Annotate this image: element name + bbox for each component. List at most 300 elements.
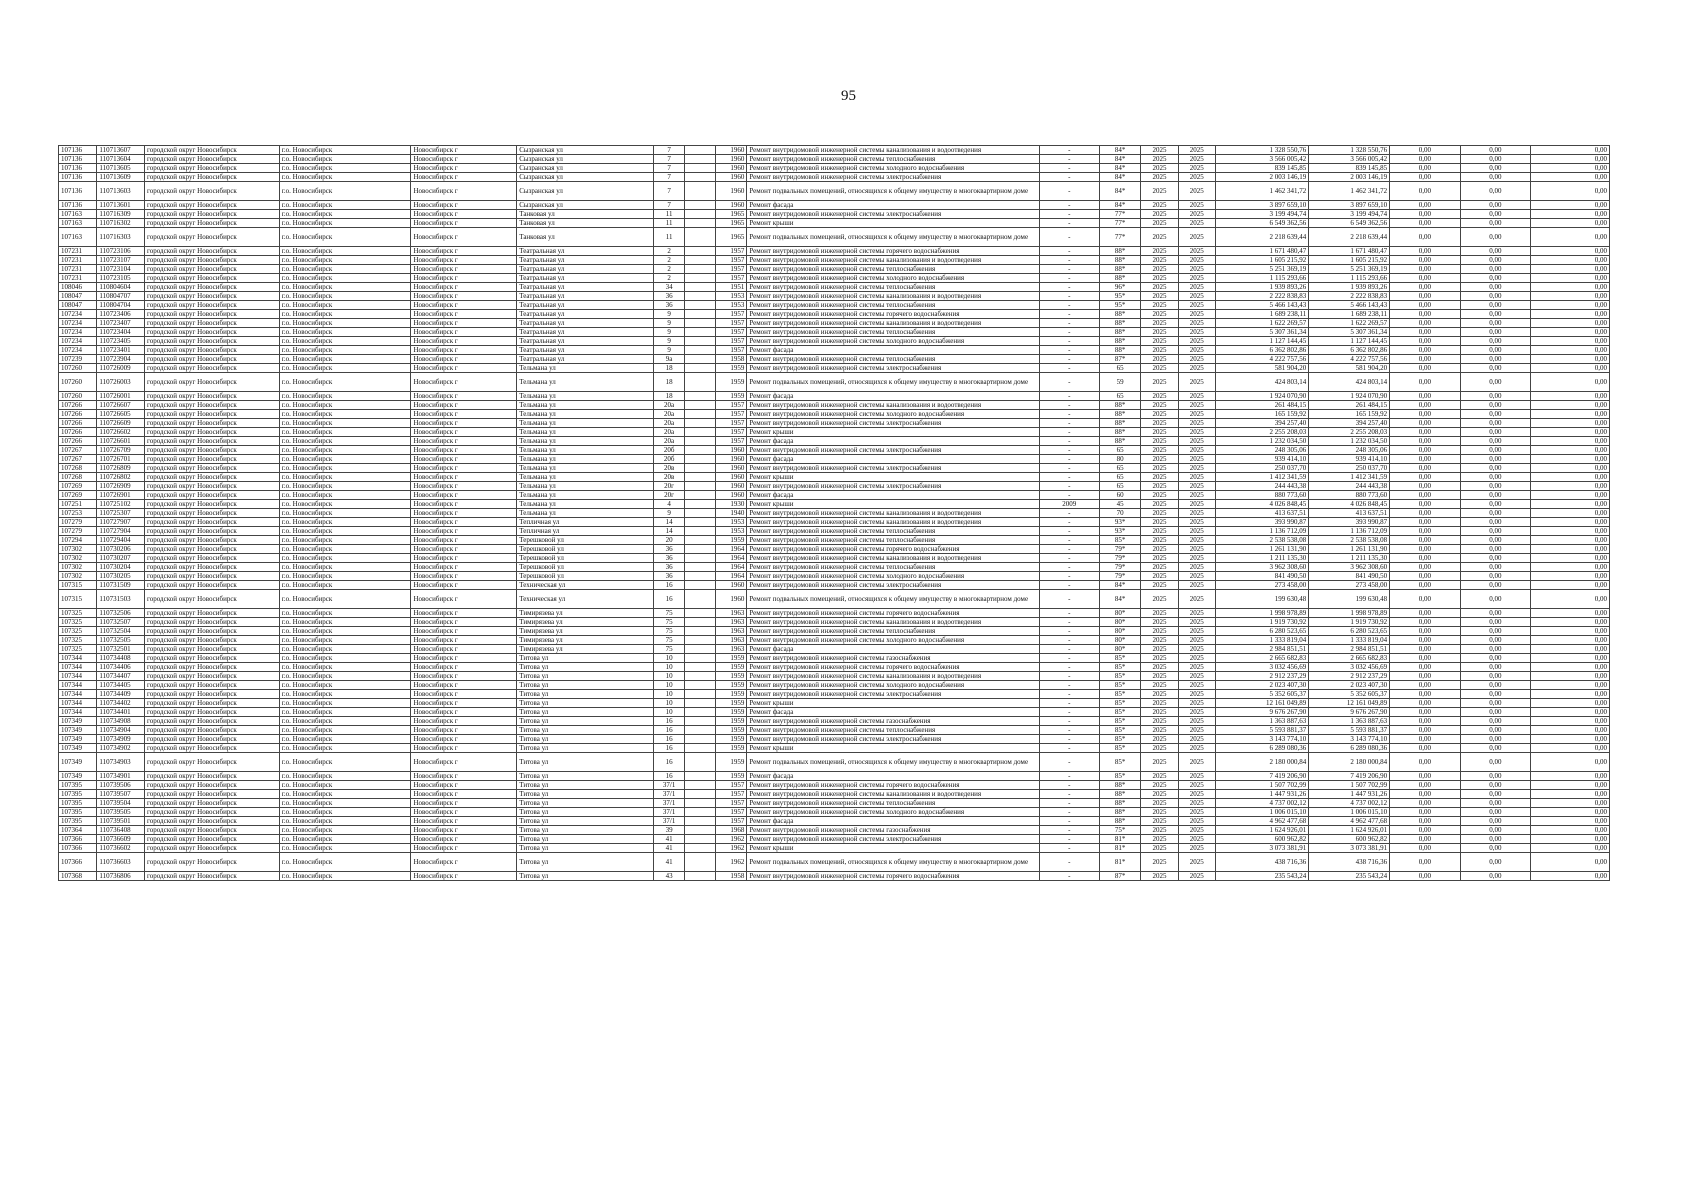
cell-last-repair-year: - bbox=[1039, 437, 1099, 446]
cell-plan-end-year: 2025 bbox=[1178, 201, 1215, 210]
cell-city: Новосибирск г bbox=[411, 274, 517, 283]
cell-year-built: 1940 bbox=[716, 509, 747, 518]
cell-building bbox=[685, 482, 716, 491]
cell-street: Терешковой ул bbox=[517, 536, 654, 545]
cell-street: Сызранская ул bbox=[517, 146, 654, 155]
cell-municipality: г.о. Новосибирск bbox=[279, 699, 411, 708]
cell-year-built: 1959 bbox=[716, 364, 747, 373]
cell-budget-cost-1: 0,00 bbox=[1390, 155, 1461, 164]
cell-fund-cost: 4 222 757,56 bbox=[1309, 355, 1390, 364]
cell-last-repair-year: - bbox=[1039, 636, 1099, 645]
cell-last-repair-year: - bbox=[1039, 808, 1099, 817]
cell-budget-cost-3: 0,00 bbox=[1531, 572, 1610, 581]
cell-municipality: г.о. Новосибирск bbox=[279, 554, 411, 563]
cell-fund-cost: 12 161 049,89 bbox=[1309, 699, 1390, 708]
cell-element-id: 110734903 bbox=[97, 753, 145, 772]
cell-city: Новосибирск г bbox=[411, 491, 517, 500]
cell-last-repair-year: - bbox=[1039, 364, 1099, 373]
cell-budget-cost-1: 0,00 bbox=[1390, 319, 1461, 328]
cell-municipality: г.о. Новосибирск bbox=[279, 817, 411, 826]
cell-budget-cost-2: 0,00 bbox=[1460, 681, 1531, 690]
cell-fund-cost: 1 998 978,89 bbox=[1309, 609, 1390, 618]
cell-element-id: 110723904 bbox=[97, 355, 145, 364]
cell-budget-cost-2: 0,00 bbox=[1460, 527, 1531, 536]
cell-budget-cost-3: 0,00 bbox=[1531, 301, 1610, 310]
cell-budget-cost-2: 0,00 bbox=[1460, 173, 1531, 182]
cell-total-cost: 1 412 341,59 bbox=[1215, 473, 1308, 482]
cell-fund-cost: 3 897 659,10 bbox=[1309, 201, 1390, 210]
cell-budget-cost-2: 0,00 bbox=[1460, 464, 1531, 473]
cell-house-number: 18 bbox=[654, 373, 685, 392]
cell-plan-end-year: 2025 bbox=[1178, 735, 1215, 744]
cell-building bbox=[685, 509, 716, 518]
cell-city: Новосибирск г bbox=[411, 708, 517, 717]
cell-building bbox=[685, 663, 716, 672]
cell-element-id: 110723404 bbox=[97, 328, 145, 337]
cell-district: городской округ Новосибирск bbox=[145, 554, 280, 563]
cell-budget-cost-3: 0,00 bbox=[1531, 772, 1610, 781]
cell-plan-end-year: 2025 bbox=[1178, 753, 1215, 772]
cell-fund-cost: 1 507 702,99 bbox=[1309, 781, 1390, 790]
cell-municipality: г.о. Новосибирск bbox=[279, 781, 411, 790]
cell-building bbox=[685, 790, 716, 799]
cell-house-number: 36 bbox=[654, 572, 685, 581]
cell-house-number: 16 bbox=[654, 753, 685, 772]
cell-fund-cost: 261 484,15 bbox=[1309, 401, 1390, 410]
cell-district: городской округ Новосибирск bbox=[145, 581, 280, 590]
cell-municipality: г.о. Новосибирск bbox=[279, 455, 411, 464]
cell-budget-cost-2: 0,00 bbox=[1460, 536, 1531, 545]
cell-district: городской округ Новосибирск bbox=[145, 681, 280, 690]
cell-fund-cost: 1 328 550,76 bbox=[1309, 146, 1390, 155]
table-row bbox=[59, 283, 1610, 292]
cell-year-built: 1960 bbox=[716, 164, 747, 173]
cell-plan-end-year: 2025 bbox=[1178, 274, 1215, 283]
cell-budget-cost-2: 0,00 bbox=[1460, 735, 1531, 744]
cell-fund-cost: 1 232 034,50 bbox=[1309, 437, 1390, 446]
cell-element-id: 110732507 bbox=[97, 618, 145, 627]
cell-street: Титова ул bbox=[517, 690, 654, 699]
cell-last-repair-year: - bbox=[1039, 536, 1099, 545]
cell-street: Тепличная ул bbox=[517, 518, 654, 527]
cell-total-cost: 3 897 659,10 bbox=[1215, 201, 1308, 210]
cell-city: Новосибирск г bbox=[411, 265, 517, 274]
cell-plan-start-year: 2025 bbox=[1141, 509, 1178, 518]
cell-work-type: Ремонт фасада bbox=[747, 708, 1039, 717]
cell-budget-cost-3: 0,00 bbox=[1531, 554, 1610, 563]
cell-budget-cost-2: 0,00 bbox=[1460, 590, 1531, 609]
cell-last-repair-year: - bbox=[1039, 473, 1099, 482]
cell-city: Новосибирск г bbox=[411, 735, 517, 744]
table-row bbox=[59, 536, 1610, 545]
cell-house-id: 107136 bbox=[59, 201, 97, 210]
cell-budget-cost-3: 0,00 bbox=[1531, 790, 1610, 799]
cell-year-built: 1963 bbox=[716, 636, 747, 645]
cell-house-number: 37/1 bbox=[654, 790, 685, 799]
cell-budget-cost-2: 0,00 bbox=[1460, 663, 1531, 672]
cell-plan-start-year: 2025 bbox=[1141, 826, 1178, 835]
cell-house-id: 107325 bbox=[59, 636, 97, 645]
cell-building bbox=[685, 636, 716, 645]
cell-house-id: 107269 bbox=[59, 482, 97, 491]
cell-district: городской округ Новосибирск bbox=[145, 491, 280, 500]
cell-total-cost: 4 737 002,12 bbox=[1215, 799, 1308, 808]
work-plan-table-wrap bbox=[58, 145, 1610, 881]
cell-budget-cost-1: 0,00 bbox=[1390, 428, 1461, 437]
cell-year-built: 1959 bbox=[716, 654, 747, 663]
cell-plan-end-year: 2025 bbox=[1178, 155, 1215, 164]
cell-fund-cost: 1 333 819,04 bbox=[1309, 636, 1390, 645]
cell-total-cost: 438 716,36 bbox=[1215, 853, 1308, 872]
cell-plan-end-year: 2025 bbox=[1178, 473, 1215, 482]
cell-district: городской округ Новосибирск bbox=[145, 772, 280, 781]
cell-district: городской округ Новосибирск bbox=[145, 654, 280, 663]
cell-municipality: г.о. Новосибирск bbox=[279, 681, 411, 690]
cell-city: Новосибирск г bbox=[411, 872, 517, 881]
cell-budget-cost-1: 0,00 bbox=[1390, 373, 1461, 392]
cell-municipality: г.о. Новосибирск bbox=[279, 283, 411, 292]
cell-budget-cost-3: 0,00 bbox=[1531, 799, 1610, 808]
cell-element-id: 110723105 bbox=[97, 274, 145, 283]
cell-municipality: г.о. Новосибирск bbox=[279, 355, 411, 364]
cell-house-id: 107268 bbox=[59, 473, 97, 482]
cell-budget-cost-3: 0,00 bbox=[1531, 473, 1610, 482]
cell-year-built: 1960 bbox=[716, 455, 747, 464]
cell-municipality: г.о. Новосибирск bbox=[279, 808, 411, 817]
cell-element-id: 110739507 bbox=[97, 790, 145, 799]
cell-plan-end-year: 2025 bbox=[1178, 455, 1215, 464]
cell-work-type: Ремонт внутридомовой инженерной системы горячего водоснабжения bbox=[747, 781, 1039, 790]
cell-work-type: Ремонт внутридомовой инженерной системы горячего водоснабжения bbox=[747, 663, 1039, 672]
cell-building bbox=[685, 645, 716, 654]
cell-budget-cost-2: 0,00 bbox=[1460, 545, 1531, 554]
cell-municipality: г.о. Новосибирск bbox=[279, 446, 411, 455]
cell-municipality: г.о. Новосибирск bbox=[279, 654, 411, 663]
cell-budget-cost-2: 0,00 bbox=[1460, 310, 1531, 319]
cell-element-id: 110731509 bbox=[97, 581, 145, 590]
cell-fund-cost: 5 466 143,43 bbox=[1309, 301, 1390, 310]
cell-street: Титова ул bbox=[517, 744, 654, 753]
cell-plan-start-year: 2025 bbox=[1141, 717, 1178, 726]
cell-fund-cost: 6 289 080,36 bbox=[1309, 744, 1390, 753]
cell-element-id: 110730204 bbox=[97, 563, 145, 572]
cell-budget-cost-2: 0,00 bbox=[1460, 283, 1531, 292]
cell-building bbox=[685, 572, 716, 581]
cell-year-built: 1960 bbox=[716, 146, 747, 155]
cell-total-cost: 248 305,06 bbox=[1215, 446, 1308, 455]
cell-building bbox=[685, 491, 716, 500]
cell-total-cost: 581 904,20 bbox=[1215, 364, 1308, 373]
cell-house-number: 16 bbox=[654, 735, 685, 744]
cell-wear-percent: 88* bbox=[1099, 346, 1140, 355]
cell-building bbox=[685, 437, 716, 446]
cell-house-number: 18 bbox=[654, 364, 685, 373]
cell-budget-cost-3: 0,00 bbox=[1531, 808, 1610, 817]
cell-total-cost: 235 543,24 bbox=[1215, 872, 1308, 881]
cell-element-id: 110730207 bbox=[97, 554, 145, 563]
cell-year-built: 1964 bbox=[716, 563, 747, 572]
cell-plan-end-year: 2025 bbox=[1178, 527, 1215, 536]
cell-plan-end-year: 2025 bbox=[1178, 301, 1215, 310]
cell-element-id: 110734407 bbox=[97, 672, 145, 681]
cell-budget-cost-2: 0,00 bbox=[1460, 482, 1531, 491]
cell-street: Титова ул bbox=[517, 672, 654, 681]
cell-city: Новосибирск г bbox=[411, 545, 517, 554]
table-row bbox=[59, 364, 1610, 373]
cell-building bbox=[685, 872, 716, 881]
cell-district: городской округ Новосибирск bbox=[145, 401, 280, 410]
cell-last-repair-year: - bbox=[1039, 853, 1099, 872]
cell-last-repair-year: - bbox=[1039, 482, 1099, 491]
cell-work-type: Ремонт внутридомовой инженерной системы канализования и водоотведения bbox=[747, 672, 1039, 681]
cell-plan-start-year: 2025 bbox=[1141, 627, 1178, 636]
cell-element-id: 110726605 bbox=[97, 410, 145, 419]
cell-budget-cost-1: 0,00 bbox=[1390, 744, 1461, 753]
cell-budget-cost-3: 0,00 bbox=[1531, 437, 1610, 446]
cell-fund-cost: 841 490,50 bbox=[1309, 572, 1390, 581]
cell-fund-cost: 4 737 002,12 bbox=[1309, 799, 1390, 808]
cell-total-cost: 1 328 550,76 bbox=[1215, 146, 1308, 155]
table-row bbox=[59, 618, 1610, 627]
cell-street: Тельмана ул bbox=[517, 482, 654, 491]
cell-street: Титова ул bbox=[517, 681, 654, 690]
table-row bbox=[59, 717, 1610, 726]
cell-plan-start-year: 2025 bbox=[1141, 572, 1178, 581]
cell-total-cost: 261 484,15 bbox=[1215, 401, 1308, 410]
cell-building bbox=[685, 717, 716, 726]
cell-house-number: 75 bbox=[654, 618, 685, 627]
cell-plan-end-year: 2025 bbox=[1178, 228, 1215, 247]
cell-work-type: Ремонт внутридомовой инженерной системы теплоснабжения bbox=[747, 563, 1039, 572]
cell-last-repair-year: - bbox=[1039, 618, 1099, 627]
cell-budget-cost-3: 0,00 bbox=[1531, 781, 1610, 790]
table-row bbox=[59, 491, 1610, 500]
cell-element-id: 110723106 bbox=[97, 247, 145, 256]
cell-element-id: 110734904 bbox=[97, 726, 145, 735]
cell-total-cost: 1 689 238,11 bbox=[1215, 310, 1308, 319]
cell-building bbox=[685, 464, 716, 473]
cell-district: городской округ Новосибирск bbox=[145, 672, 280, 681]
cell-house-id: 107279 bbox=[59, 518, 97, 527]
cell-wear-percent: 85* bbox=[1099, 772, 1140, 781]
cell-last-repair-year: - bbox=[1039, 563, 1099, 572]
table-row bbox=[59, 419, 1610, 428]
cell-last-repair-year: - bbox=[1039, 292, 1099, 301]
cell-budget-cost-2: 0,00 bbox=[1460, 292, 1531, 301]
cell-budget-cost-3: 0,00 bbox=[1531, 536, 1610, 545]
cell-building bbox=[685, 853, 716, 872]
cell-municipality: г.о. Новосибирск bbox=[279, 509, 411, 518]
cell-work-type: Ремонт фасада bbox=[747, 346, 1039, 355]
cell-budget-cost-1: 0,00 bbox=[1390, 735, 1461, 744]
cell-year-built: 1957 bbox=[716, 781, 747, 790]
cell-work-type: Ремонт внутридомовой инженерной системы канализования и водоотведения bbox=[747, 401, 1039, 410]
cell-plan-end-year: 2025 bbox=[1178, 654, 1215, 663]
cell-city: Новосибирск г bbox=[411, 355, 517, 364]
cell-plan-start-year: 2025 bbox=[1141, 355, 1178, 364]
cell-municipality: г.о. Новосибирск bbox=[279, 473, 411, 482]
cell-plan-end-year: 2025 bbox=[1178, 446, 1215, 455]
cell-building bbox=[685, 844, 716, 853]
table-row bbox=[59, 663, 1610, 672]
cell-plan-end-year: 2025 bbox=[1178, 256, 1215, 265]
cell-fund-cost: 1 115 293,66 bbox=[1309, 274, 1390, 283]
cell-total-cost: 1 136 712,09 bbox=[1215, 527, 1308, 536]
cell-wear-percent: 96* bbox=[1099, 283, 1140, 292]
cell-house-id: 107234 bbox=[59, 346, 97, 355]
cell-plan-start-year: 2025 bbox=[1141, 799, 1178, 808]
cell-fund-cost: 1 211 135,30 bbox=[1309, 554, 1390, 563]
cell-element-id: 110734409 bbox=[97, 690, 145, 699]
cell-budget-cost-1: 0,00 bbox=[1390, 473, 1461, 482]
cell-budget-cost-3: 0,00 bbox=[1531, 455, 1610, 464]
cell-plan-end-year: 2025 bbox=[1178, 563, 1215, 572]
cell-house-number: 36 bbox=[654, 563, 685, 572]
cell-house-id: 107269 bbox=[59, 491, 97, 500]
cell-plan-end-year: 2025 bbox=[1178, 283, 1215, 292]
cell-building bbox=[685, 554, 716, 563]
cell-city: Новосибирск г bbox=[411, 717, 517, 726]
cell-work-type: Ремонт крыши bbox=[747, 219, 1039, 228]
cell-budget-cost-3: 0,00 bbox=[1531, 654, 1610, 663]
cell-wear-percent: 59 bbox=[1099, 373, 1140, 392]
cell-plan-start-year: 2025 bbox=[1141, 265, 1178, 274]
cell-house-id: 107234 bbox=[59, 337, 97, 346]
cell-plan-start-year: 2025 bbox=[1141, 645, 1178, 654]
cell-wear-percent: 85* bbox=[1099, 672, 1140, 681]
cell-element-id: 110726701 bbox=[97, 455, 145, 464]
cell-plan-end-year: 2025 bbox=[1178, 590, 1215, 609]
cell-work-type: Ремонт фасада bbox=[747, 772, 1039, 781]
cell-house-id: 107344 bbox=[59, 672, 97, 681]
cell-total-cost: 273 458,00 bbox=[1215, 581, 1308, 590]
cell-wear-percent: 84* bbox=[1099, 201, 1140, 210]
cell-house-number: 16 bbox=[654, 590, 685, 609]
cell-budget-cost-2: 0,00 bbox=[1460, 373, 1531, 392]
cell-budget-cost-1: 0,00 bbox=[1390, 609, 1461, 618]
cell-fund-cost: 1 412 341,59 bbox=[1309, 473, 1390, 482]
cell-fund-cost: 5 352 605,37 bbox=[1309, 690, 1390, 699]
cell-street: Тимирязева ул bbox=[517, 609, 654, 618]
cell-element-id: 110726607 bbox=[97, 401, 145, 410]
cell-house-id: 107302 bbox=[59, 554, 97, 563]
cell-year-built: 1959 bbox=[716, 699, 747, 708]
table-row bbox=[59, 753, 1610, 772]
cell-house-id: 107395 bbox=[59, 799, 97, 808]
cell-plan-end-year: 2025 bbox=[1178, 328, 1215, 337]
cell-house-number: 14 bbox=[654, 527, 685, 536]
cell-budget-cost-3: 0,00 bbox=[1531, 410, 1610, 419]
cell-last-repair-year: - bbox=[1039, 627, 1099, 636]
cell-city: Новосибирск г bbox=[411, 554, 517, 563]
cell-house-number: 7 bbox=[654, 155, 685, 164]
cell-city: Новосибирск г bbox=[411, 155, 517, 164]
cell-budget-cost-2: 0,00 bbox=[1460, 274, 1531, 283]
cell-element-id: 110713605 bbox=[97, 164, 145, 173]
cell-house-id: 107251 bbox=[59, 500, 97, 509]
table-row bbox=[59, 210, 1610, 219]
cell-municipality: г.о. Новосибирск bbox=[279, 753, 411, 772]
table-row bbox=[59, 328, 1610, 337]
cell-city: Новосибирск г bbox=[411, 464, 517, 473]
cell-district: городской округ Новосибирск bbox=[145, 572, 280, 581]
cell-last-repair-year: - bbox=[1039, 419, 1099, 428]
cell-work-type: Ремонт фасада bbox=[747, 392, 1039, 401]
cell-house-id: 107395 bbox=[59, 808, 97, 817]
cell-fund-cost: 1 689 238,11 bbox=[1309, 310, 1390, 319]
cell-budget-cost-2: 0,00 bbox=[1460, 790, 1531, 799]
cell-plan-start-year: 2025 bbox=[1141, 554, 1178, 563]
cell-last-repair-year: - bbox=[1039, 717, 1099, 726]
cell-city: Новосибирск г bbox=[411, 310, 517, 319]
cell-wear-percent: 85* bbox=[1099, 753, 1140, 772]
cell-budget-cost-3: 0,00 bbox=[1531, 464, 1610, 473]
cell-house-number: 7 bbox=[654, 182, 685, 201]
table-row bbox=[59, 518, 1610, 527]
cell-city: Новосибирск г bbox=[411, 283, 517, 292]
cell-last-repair-year: - bbox=[1039, 518, 1099, 527]
cell-budget-cost-1: 0,00 bbox=[1390, 219, 1461, 228]
cell-building bbox=[685, 419, 716, 428]
cell-budget-cost-1: 0,00 bbox=[1390, 392, 1461, 401]
cell-work-type: Ремонт внутридомовой инженерной системы канализования и водоотведения bbox=[747, 618, 1039, 627]
cell-work-type: Ремонт внутридомовой инженерной системы горячего водоснабжения bbox=[747, 609, 1039, 618]
cell-house-number: 75 bbox=[654, 627, 685, 636]
cell-year-built: 1960 bbox=[716, 446, 747, 455]
cell-budget-cost-3: 0,00 bbox=[1531, 182, 1610, 201]
cell-budget-cost-1: 0,00 bbox=[1390, 581, 1461, 590]
cell-plan-end-year: 2025 bbox=[1178, 717, 1215, 726]
cell-budget-cost-3: 0,00 bbox=[1531, 292, 1610, 301]
cell-plan-end-year: 2025 bbox=[1178, 817, 1215, 826]
table-row bbox=[59, 392, 1610, 401]
cell-wear-percent: 81* bbox=[1099, 835, 1140, 844]
cell-plan-end-year: 2025 bbox=[1178, 292, 1215, 301]
cell-street: Терешковой ул bbox=[517, 545, 654, 554]
cell-fund-cost: 2 984 851,51 bbox=[1309, 645, 1390, 654]
cell-fund-cost: 880 773,60 bbox=[1309, 491, 1390, 500]
cell-city: Новосибирск г bbox=[411, 627, 517, 636]
cell-budget-cost-1: 0,00 bbox=[1390, 518, 1461, 527]
cell-building bbox=[685, 364, 716, 373]
cell-plan-start-year: 2025 bbox=[1141, 228, 1178, 247]
cell-total-cost: 839 145,85 bbox=[1215, 164, 1308, 173]
cell-fund-cost: 5 251 369,19 bbox=[1309, 265, 1390, 274]
cell-wear-percent: 75* bbox=[1099, 826, 1140, 835]
cell-last-repair-year: - bbox=[1039, 817, 1099, 826]
cell-building bbox=[685, 735, 716, 744]
cell-wear-percent: 65 bbox=[1099, 482, 1140, 491]
cell-year-built: 1965 bbox=[716, 210, 747, 219]
cell-city: Новосибирск г bbox=[411, 419, 517, 428]
cell-municipality: г.о. Новосибирск bbox=[279, 672, 411, 681]
cell-building bbox=[685, 500, 716, 509]
cell-element-id: 110716309 bbox=[97, 210, 145, 219]
cell-last-repair-year: - bbox=[1039, 328, 1099, 337]
cell-district: городской округ Новосибирск bbox=[145, 364, 280, 373]
cell-plan-start-year: 2025 bbox=[1141, 781, 1178, 790]
table-row bbox=[59, 681, 1610, 690]
cell-plan-end-year: 2025 bbox=[1178, 536, 1215, 545]
cell-plan-end-year: 2025 bbox=[1178, 247, 1215, 256]
cell-total-cost: 7 419 206,90 bbox=[1215, 772, 1308, 781]
cell-plan-start-year: 2025 bbox=[1141, 636, 1178, 645]
cell-plan-end-year: 2025 bbox=[1178, 790, 1215, 799]
cell-total-cost: 841 490,50 bbox=[1215, 572, 1308, 581]
cell-budget-cost-1: 0,00 bbox=[1390, 872, 1461, 881]
cell-work-type: Ремонт крыши bbox=[747, 473, 1039, 482]
cell-street: Театральная ул bbox=[517, 310, 654, 319]
